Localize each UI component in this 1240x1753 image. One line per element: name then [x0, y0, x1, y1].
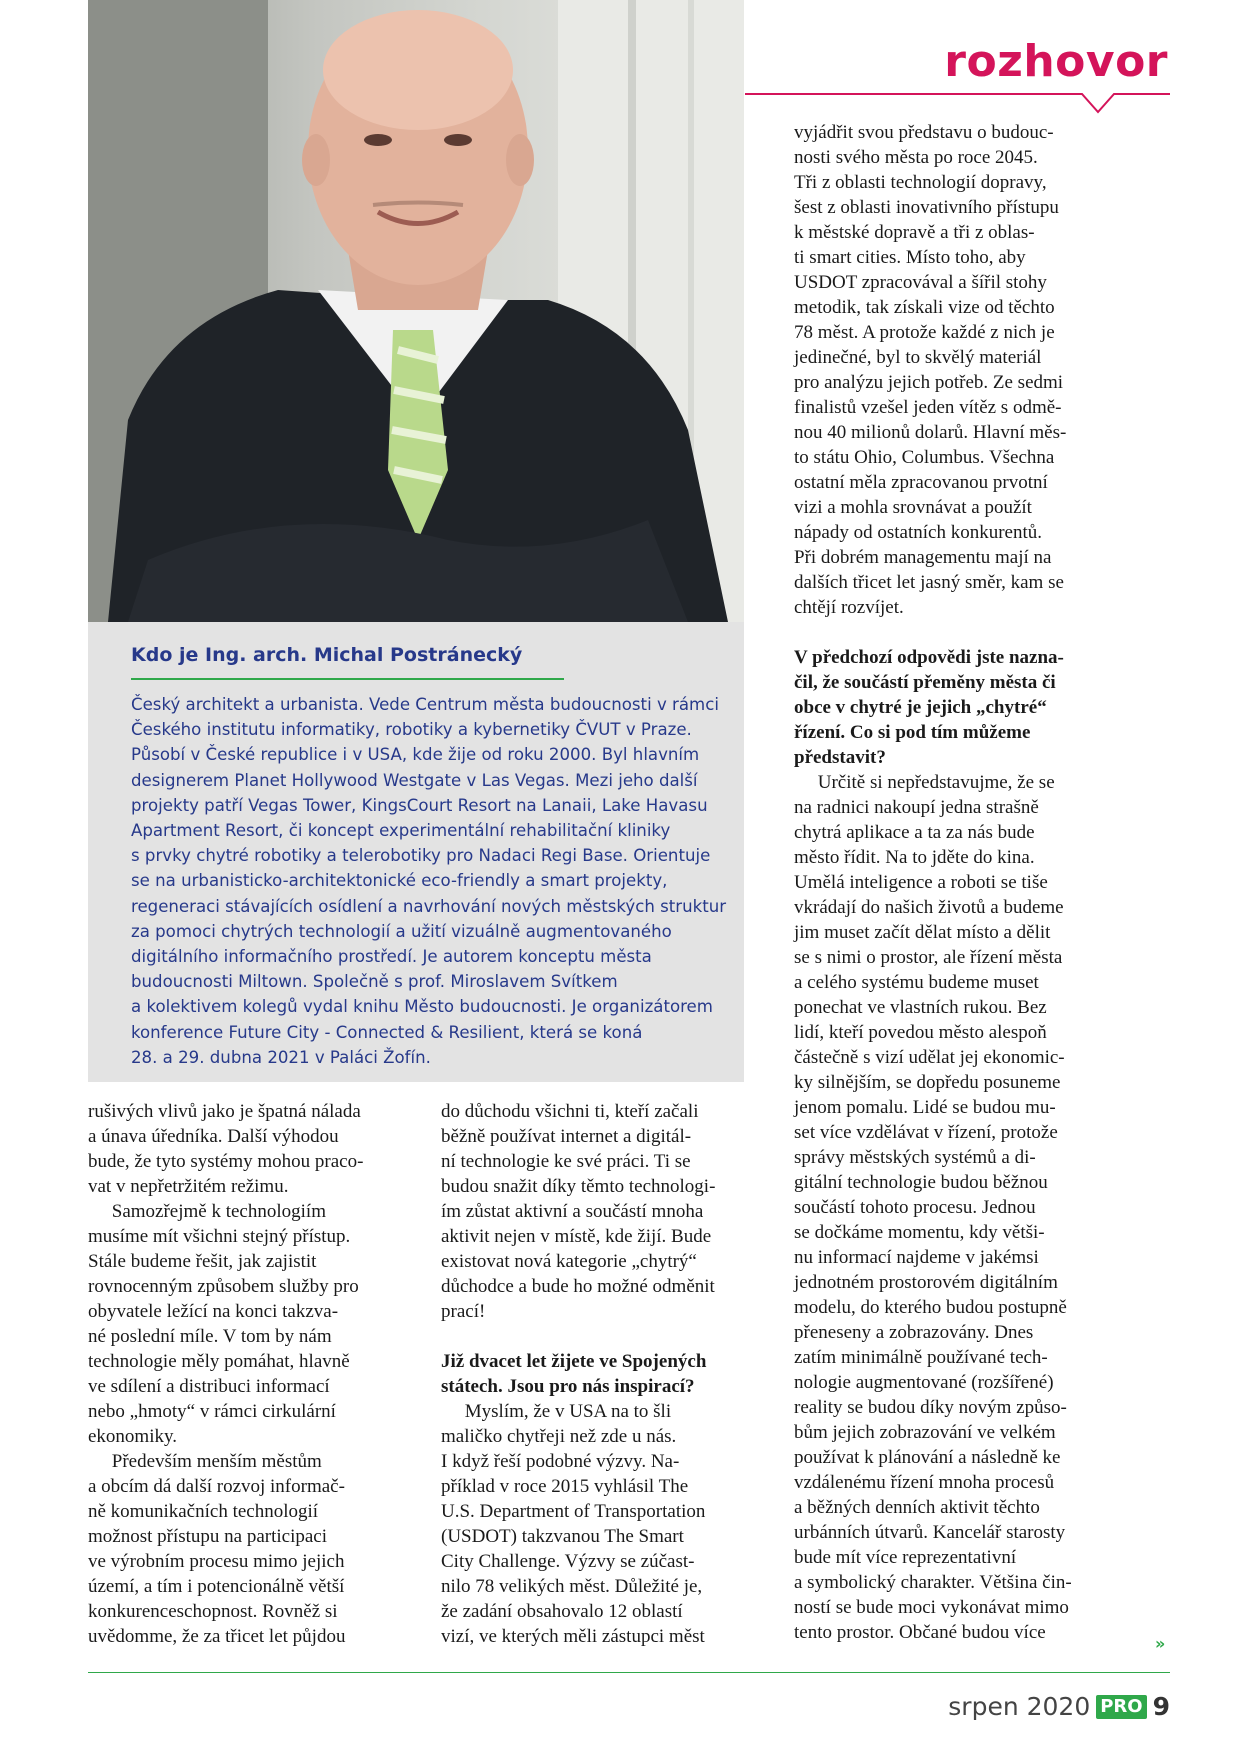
text-line: prací! [441, 1301, 486, 1322]
section-tag: rozhovor [944, 36, 1168, 87]
bio-line: designerem Planet Hollywood Westgate v Las Vegas. Mezi jeho další [131, 770, 698, 790]
text-line: bům jejich zobrazování ve velkém [794, 1422, 1056, 1443]
text-line: (USDOT) takzvanou The Smart [441, 1526, 684, 1547]
question-line: státech. Jsou pro nás inspirací? [441, 1376, 695, 1397]
article-column-3 [794, 120, 1124, 1645]
article-column-1 [88, 1099, 398, 1649]
bio-line: 28. a 29. dubna 2021 v Paláci Žofín. [131, 1047, 431, 1067]
text-line: vzdálenému řízení mnoha procesů [794, 1472, 1055, 1493]
text-line: ím zůstat aktivní a součástí mnoha [441, 1201, 704, 1222]
text-line: budou snažit díky těmto technologi- [441, 1176, 716, 1197]
question-line: řízení. Co si pod tím můžeme [794, 722, 1031, 743]
text-line: město řídit. Na to jděte do kina. [794, 847, 1035, 868]
text-line: vkrádají do našich životů a budeme [794, 897, 1064, 918]
bio-text [131, 692, 731, 1070]
section-divider [745, 92, 1170, 118]
text-line: že zadání obsahovalo 12 oblastí [441, 1601, 683, 1622]
page-number: 9 [1152, 1692, 1170, 1721]
text-line: jim muset začít dělat místo a dělit [794, 922, 1051, 943]
text-line: lidí, kteří povedou město alespoň [794, 1022, 1047, 1043]
text-line: šest z oblasti inovativního přístupu [794, 197, 1059, 218]
bio-title: Kdo je Ing. arch. Michal Postránecký [131, 644, 523, 666]
text-line: rušivých vlivů jako je špatná nálada [88, 1101, 361, 1122]
text-line: jednotném prostorovém digitálním [794, 1272, 1058, 1293]
text-line: důchodce a bude ho možné odměnit [441, 1276, 715, 1297]
text-line: City Challenge. Výzvy se zúčast- [441, 1551, 695, 1572]
text-line: I když řeší podobné výzvy. Na- [441, 1451, 680, 1472]
text-line: ky silnějším, se dopředu posuneme [794, 1072, 1061, 1093]
text-line: Samozřejmě k technologiím [88, 1201, 326, 1222]
text-line: nu informací najdeme v jakémsi [794, 1247, 1039, 1268]
text-line: aktivit nejen v místě, kde žijí. Bude [441, 1226, 712, 1247]
text-line: vyjádřit svou představu o budouc- [794, 122, 1054, 143]
text-line: bude mít více reprezentativní [794, 1547, 1017, 1568]
bio-box [88, 622, 744, 1082]
text-line: běžně používat internet a digitál- [441, 1126, 692, 1147]
text-line: urbánních útvarů. Kancelář starosty [794, 1522, 1066, 1543]
text-line: to státu Ohio, Columbus. Všechna [794, 447, 1055, 468]
text-line: ně komunikačních technologií [88, 1501, 319, 1522]
text-line: nou 40 milionů dolarů. Hlavní měs- [794, 422, 1067, 443]
text-line: nologie augmentované (rozšířené) [794, 1372, 1054, 1393]
text-line: ností se bude moci vykonávat mimo [794, 1597, 1069, 1618]
text-line: né poslední míle. V tom by nám [88, 1326, 332, 1347]
text-line: správy městských systémů a di- [794, 1147, 1036, 1168]
text-line: musíme mít všichni stejný přístup. [88, 1226, 351, 1247]
text-line: 78 měst. A protože každé z nich je [794, 322, 1055, 343]
text-line: ekonomiky. [88, 1426, 178, 1447]
text-line: ve sdílení a distribuci informací [88, 1376, 330, 1397]
question-line: obce v chytré je jejich „chytré“ [794, 697, 1047, 718]
text-line: konkurenceschopnost. Rovněž si [88, 1601, 338, 1622]
text-line: přeneseny a zobrazovány. Dnes [794, 1322, 1034, 1343]
bio-line: konference Future City - Connected & Resilient, která se koná [131, 1022, 643, 1042]
text-line: modelu, do kterého budou postupně [794, 1297, 1067, 1318]
bio-line: regeneraci stávajících osídlení a navrhování nových městských struktur [131, 896, 727, 916]
text-line: metodik, tak získali vize od těchto [794, 297, 1055, 318]
question-line: Již dvacet let žijete ve Spojených [441, 1351, 707, 1372]
text-line: Stále budeme řešit, jak zajistit [88, 1251, 317, 1272]
text-line: do důchodu všichni ti, kteří začali [441, 1101, 699, 1122]
text-line: Při dobrém managementu mají na [794, 547, 1052, 568]
text-line: a běžných denních aktivit těchto [794, 1497, 1040, 1518]
text-line: bude, že tyto systémy mohou praco- [88, 1151, 364, 1172]
text-line: reality se budou díky novým způso- [794, 1397, 1067, 1418]
footer-rule [88, 1672, 1170, 1673]
text-line: jenom pomalu. Lidé se budou mu- [794, 1097, 1056, 1118]
text-line: technologie měly pomáhat, hlavně [88, 1351, 350, 1372]
text-line: se s nimi o prostor, ale řízení města [794, 947, 1063, 968]
text-line: ve výrobním procesu mimo jejich [88, 1551, 345, 1572]
continue-arrow-icon: » [1155, 1634, 1166, 1653]
text-line: a únava úředníka. Další výhodou [88, 1126, 339, 1147]
bio-line: digitálního informačního prostředí. Je autorem konceptu města [131, 947, 652, 967]
magazine-logo: PRO [1096, 1695, 1146, 1719]
text-line: set více vzdělávat v řízení, protože [794, 1122, 1058, 1143]
text-line: dalších třicet let jasný směr, kam se [794, 572, 1064, 593]
text-line: a obcím dá další rozvoj informač- [88, 1476, 345, 1497]
text-line: ní technologie ke své práci. Ti se [441, 1151, 691, 1172]
text-line: vizí, ve kterých měli zástupci měst [441, 1626, 705, 1647]
bio-title-rule [131, 678, 564, 680]
bio-line: projekty patří Vegas Tower, KingsCourt Resort na Lanaii, Lake Havasu [131, 795, 708, 815]
text-line: rovnocenným způsobem služby pro [88, 1276, 359, 1297]
portrait-illustration [88, 0, 744, 622]
text-line: možnost přístupu na participaci [88, 1526, 328, 1547]
text-line: používat k plánování a následně ke [794, 1447, 1061, 1468]
text-line: ostatní měla zpracovanou prvotní [794, 472, 1048, 493]
text-line: tento prostor. Občané budou více [794, 1622, 1046, 1643]
text-line: nápady od ostatních konkurentů. [794, 522, 1043, 543]
text-line: částečně s vizí udělat jej ekonomic- [794, 1047, 1065, 1068]
paragraph-gap [794, 620, 1124, 645]
text-line: USDOT zpracovával a šířil stohy [794, 272, 1047, 293]
text-line: chytrá aplikace a ta za nás bude [794, 822, 1035, 843]
text-line: a celého systému budeme muset [794, 972, 1039, 993]
text-line: součástí tohoto procesu. Jednou [794, 1197, 1036, 1218]
text-line: a symbolický charakter. Většina čin- [794, 1572, 1072, 1593]
text-line: Tři z oblasti technologií dopravy, [794, 172, 1047, 193]
text-line: se dočkáme momentu, kdy větši- [794, 1222, 1045, 1243]
text-line: existovat nová kategorie „chytrý“ [441, 1251, 697, 1272]
question-line: V předchozí odpovědi jste nazna- [794, 647, 1064, 668]
text-line: gitální technologie budou běžnou [794, 1172, 1048, 1193]
text-line: příklad v roce 2015 vyhlásil The [441, 1476, 689, 1497]
text-line: maličko chytřeji než zde u nás. [441, 1426, 677, 1447]
paragraph-gap [441, 1324, 751, 1349]
text-line: finalistů vzešel jeden vítěz s odmě- [794, 397, 1062, 418]
portrait-photo [88, 0, 744, 622]
bio-line: a kolektivem kolegů vydal knihu Město budoucnosti. Je organizátorem [131, 997, 713, 1017]
question-line: čil, že součástí přeměny města či [794, 672, 1056, 693]
text-line: pro analýzu jejich potřeb. Ze sedmi [794, 372, 1064, 393]
page-footer [948, 1692, 1170, 1721]
bio-line: Apartment Resort, či koncept experimentální rehabilitační kliniky [131, 821, 671, 841]
text-line: zatím minimálně používané tech- [794, 1347, 1048, 1368]
text-line: vat v nepřetržitém režimu. [88, 1176, 289, 1197]
text-line: vizi a mohla srovnávat a použít [794, 497, 1032, 518]
bio-line: s prvky chytré robotiky a telerobotiky pro Nadaci Regi Base. Orientuje [131, 846, 711, 866]
text-line: uvědomme, že za třicet let půjdou [88, 1626, 346, 1647]
text-line: Určitě si nepředstavujme, že se [794, 772, 1055, 793]
question-line: představit? [794, 747, 886, 768]
text-line: nilo 78 velikých měst. Důležité je, [441, 1576, 703, 1597]
issue-date: srpen 2020 [948, 1692, 1091, 1721]
bio-line: Českého institutu informatiky, robotiky a kybernetiky ČVUT v Praze. [131, 720, 692, 740]
text-line: jedinečné, byl to skvělý materiál [794, 347, 1042, 368]
article-column-2 [441, 1099, 751, 1649]
text-line: ti smart cities. Místo toho, aby [794, 247, 1026, 268]
text-line: území, a tím i potencionálně větší [88, 1576, 345, 1597]
text-line: ponechat ve vlastních rukou. Bez [794, 997, 1047, 1018]
text-line: Myslím, že v USA na to šli [441, 1401, 672, 1422]
bio-line: se na urbanisticko-architektonické eco-friendly a smart projekty, [131, 871, 668, 891]
text-line: nebo „hmoty“ v rámci cirkulární [88, 1401, 336, 1422]
bio-line: Působí v České republice i v USA, kde žije od roku 2000. Byl hlavním [131, 745, 700, 765]
bio-line: Český architekt a urbanista. Vede Centrum města budoucnosti v rámci [131, 695, 719, 714]
text-line: Umělá inteligence a roboti se tiše [794, 872, 1048, 893]
text-line: Především menším městům [88, 1451, 322, 1472]
bio-line: budoucnosti Miltown. Společně s prof. Miroslavem Svítkem [131, 972, 618, 992]
text-line: nosti svého města po roce 2045. [794, 147, 1038, 168]
bio-line: za pomoci chytrých technologií a užití vizuálně augmentovaného [131, 921, 672, 941]
text-line: na radnici nakoupí jedna strašně [794, 797, 1039, 818]
text-line: chtějí rozvíjet. [794, 597, 904, 618]
text-line: k městské dopravě a tři z oblas- [794, 222, 1035, 243]
text-line: U.S. Department of Transportation [441, 1501, 706, 1522]
text-line: obyvatele ležící na konci takzva- [88, 1301, 339, 1322]
